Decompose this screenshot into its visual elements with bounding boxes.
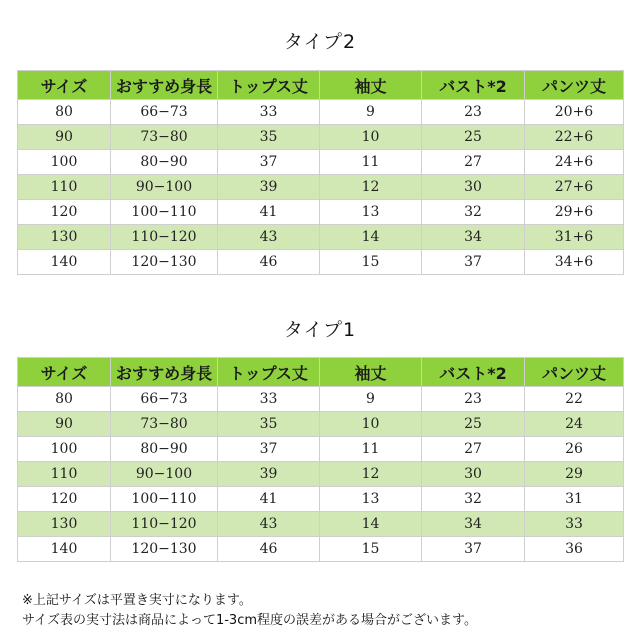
table-cell: 120 — [18, 487, 111, 512]
table-cell: 10 — [320, 125, 422, 150]
table-cell: 12 — [320, 462, 422, 487]
table-cell: 90 — [18, 125, 111, 150]
column-header: サイズ — [18, 358, 111, 387]
table-cell: 20+6 — [525, 100, 624, 125]
table-cell: 39 — [218, 462, 320, 487]
table-cell: 14 — [320, 512, 422, 537]
table-row — [18, 512, 624, 537]
table-cell: 140 — [18, 537, 111, 562]
column-header: トップス丈 — [218, 358, 320, 387]
table-cell: 110−120 — [111, 225, 218, 250]
table-cell: 15 — [320, 537, 422, 562]
table-cell: 13 — [320, 487, 422, 512]
table-cell: 10 — [320, 412, 422, 437]
table-row — [18, 175, 624, 200]
size-table-type1 — [17, 357, 624, 562]
table-cell: 12 — [320, 175, 422, 200]
table-cell: 27 — [422, 437, 525, 462]
table-cell: 110 — [18, 175, 111, 200]
table-cell: 35 — [218, 125, 320, 150]
header-row — [18, 358, 624, 387]
table-row — [18, 125, 624, 150]
table-cell: 24 — [525, 412, 624, 437]
note-line: ※上記サイズは平置き実寸になります。 — [22, 593, 252, 608]
table-cell: 30 — [422, 175, 525, 200]
table-cell: 110−120 — [111, 512, 218, 537]
table-cell: 80 — [18, 100, 111, 125]
table-cell: 90 — [18, 412, 111, 437]
table-cell: 66−73 — [111, 387, 218, 412]
table-cell: 100−110 — [111, 200, 218, 225]
table-cell: 26 — [525, 437, 624, 462]
header-row — [18, 71, 624, 100]
table-cell: 14 — [320, 225, 422, 250]
column-header: バスト*2 — [422, 358, 525, 387]
table-cell: 120−130 — [111, 537, 218, 562]
table-cell: 33 — [218, 100, 320, 125]
table-cell: 80 — [18, 387, 111, 412]
table-cell: 140 — [18, 250, 111, 275]
table-cell: 100 — [18, 150, 111, 175]
table-cell: 11 — [320, 437, 422, 462]
table-cell: 73−80 — [111, 412, 218, 437]
table-cell: 130 — [18, 512, 111, 537]
table-cell: 34 — [422, 512, 525, 537]
table-cell: 110 — [18, 462, 111, 487]
table-cell: 130 — [18, 225, 111, 250]
table-row — [18, 225, 624, 250]
table-cell: 90−100 — [111, 462, 218, 487]
table-cell: 27+6 — [525, 175, 624, 200]
table-cell: 9 — [320, 387, 422, 412]
column-header: パンツ丈 — [525, 71, 624, 100]
table-cell: 46 — [218, 250, 320, 275]
column-header: 袖丈 — [320, 358, 422, 387]
table-cell: 120−130 — [111, 250, 218, 275]
column-header: トップス丈 — [218, 71, 320, 100]
table-cell: 22+6 — [525, 125, 624, 150]
table-cell: 46 — [218, 537, 320, 562]
column-header: おすすめ身長 — [111, 71, 218, 100]
table-cell: 73−80 — [111, 125, 218, 150]
table-row — [18, 487, 624, 512]
table-cell: 37 — [422, 537, 525, 562]
table-cell: 90−100 — [111, 175, 218, 200]
table-cell: 23 — [422, 100, 525, 125]
table-row — [18, 412, 624, 437]
table-cell: 120 — [18, 200, 111, 225]
table-cell: 34 — [422, 225, 525, 250]
table-cell: 100−110 — [111, 487, 218, 512]
table-cell: 37 — [422, 250, 525, 275]
table-cell: 24+6 — [525, 150, 624, 175]
table-title-type2: タイプ2 — [283, 31, 357, 53]
table-row — [18, 200, 624, 225]
table-cell: 31 — [525, 487, 624, 512]
table-cell: 33 — [525, 512, 624, 537]
table-row — [18, 250, 624, 275]
table-cell: 30 — [422, 462, 525, 487]
table-cell: 23 — [422, 387, 525, 412]
table-cell: 41 — [218, 487, 320, 512]
table-cell: 29+6 — [525, 200, 624, 225]
column-header: 袖丈 — [320, 71, 422, 100]
table-cell: 22 — [525, 387, 624, 412]
table-cell: 9 — [320, 100, 422, 125]
table-cell: 100 — [18, 437, 111, 462]
column-header: パンツ丈 — [525, 358, 624, 387]
notes — [22, 591, 477, 631]
table-cell: 36 — [525, 537, 624, 562]
table-cell: 43 — [218, 512, 320, 537]
table-cell: 43 — [218, 225, 320, 250]
table-cell: 11 — [320, 150, 422, 175]
column-header: バスト*2 — [422, 71, 525, 100]
table-cell: 29 — [525, 462, 624, 487]
column-header: おすすめ身長 — [111, 358, 218, 387]
table-cell: 32 — [422, 200, 525, 225]
table-cell: 35 — [218, 412, 320, 437]
table-cell: 25 — [422, 125, 525, 150]
table-row — [18, 150, 624, 175]
table-cell: 34+6 — [525, 250, 624, 275]
table-cell: 41 — [218, 200, 320, 225]
table-row — [18, 462, 624, 487]
column-header: サイズ — [18, 71, 111, 100]
table-cell: 80−90 — [111, 150, 218, 175]
table-row — [18, 387, 624, 412]
table-row — [18, 537, 624, 562]
table-title-type1: タイプ1 — [283, 319, 357, 341]
table-cell: 66−73 — [111, 100, 218, 125]
table-cell: 15 — [320, 250, 422, 275]
table-cell: 13 — [320, 200, 422, 225]
table-cell: 33 — [218, 387, 320, 412]
table-cell: 32 — [422, 487, 525, 512]
table-cell: 39 — [218, 175, 320, 200]
table-row — [18, 437, 624, 462]
table-cell: 25 — [422, 412, 525, 437]
table-cell: 80−90 — [111, 437, 218, 462]
table-cell: 37 — [218, 437, 320, 462]
table-row — [18, 100, 624, 125]
table-cell: 27 — [422, 150, 525, 175]
note-line: サイズ表の実寸法は商品によって1-3cm程度の誤差がある場合がございます。 — [22, 613, 477, 628]
size-table-type2 — [17, 70, 624, 275]
table-cell: 37 — [218, 150, 320, 175]
table-cell: 31+6 — [525, 225, 624, 250]
